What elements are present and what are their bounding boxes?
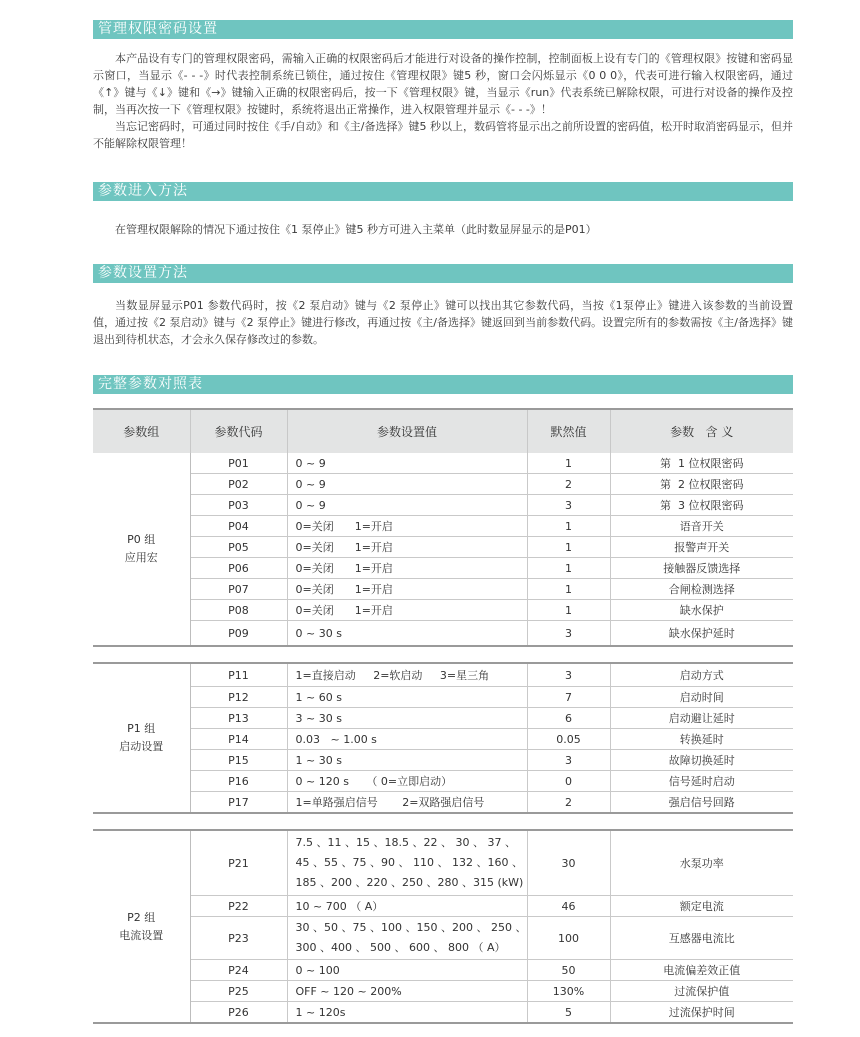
value-cell: 1 ~ 30 s <box>287 750 527 771</box>
paragraph: 当数显屏显示P01 参数代码时，按《2 泵启动》键与《2 泵停止》键可以找出其它参数代码，当按《1泵停止》键进入该参数的当前设置值，通过按《2 泵启动》键与《2 泵停止》键进行修改，再通过按《主/备选择》键返回到当前参数代码。设置完所有的参数需按《主/备选择》键退出到待机状态，才会永久保存修改过的参数。 <box>93 299 793 346</box>
table-row <box>93 600 793 621</box>
code-cell: P22 <box>190 896 287 917</box>
table-row <box>93 621 793 647</box>
value-cell: 1 ~ 120s <box>287 1002 527 1024</box>
table-row <box>93 579 793 600</box>
meaning-cell: 第 1 位权限密码 <box>610 453 793 474</box>
default-cell: 3 <box>527 495 610 516</box>
default-cell: 1 <box>527 537 610 558</box>
value-cell: 3 ~ 30 s <box>287 708 527 729</box>
table-row <box>93 1002 793 1024</box>
meaning-cell: 接触器反馈选择 <box>610 558 793 579</box>
value-cell: 10 ~ 700 （ A） <box>287 896 527 917</box>
code-cell: P03 <box>190 495 287 516</box>
meaning-cell: 互感器电流比 <box>610 917 793 960</box>
value-line: 30 、50 、75 、100 、150 、200 、 250 、 <box>295 921 527 934</box>
parameter-table <box>93 408 793 1024</box>
value-cell: 0 ~ 120 s （ 0=立即启动） <box>287 771 527 792</box>
value-cell: 0.03 ~ 1.00 s <box>287 729 527 750</box>
meaning-cell: 过流保护时间 <box>610 1002 793 1024</box>
group-cell-p1 <box>93 663 190 813</box>
value-cell: 0=关闭 1=开启 <box>287 579 527 600</box>
value-cell: 0 ~ 30 s <box>287 621 527 647</box>
default-cell: 130% <box>527 981 610 1002</box>
value-cell: 0=关闭 1=开启 <box>287 558 527 579</box>
value-cell: 0 ~ 100 <box>287 960 527 981</box>
default-cell: 3 <box>527 621 610 647</box>
value-cell: 0 ~ 9 <box>287 495 527 516</box>
table-row <box>93 960 793 981</box>
code-cell: P23 <box>190 917 287 960</box>
meaning-cell: 信号延时启动 <box>610 771 793 792</box>
value-cell <box>287 830 527 896</box>
meaning-cell: 过流保护值 <box>610 981 793 1002</box>
table-row <box>93 896 793 917</box>
default-cell: 3 <box>527 750 610 771</box>
header-value: 参数设置值 <box>287 409 527 453</box>
section-header-password <box>93 20 793 39</box>
code-cell: P02 <box>190 474 287 495</box>
table-row <box>93 729 793 750</box>
default-cell: 46 <box>527 896 610 917</box>
code-cell: P16 <box>190 771 287 792</box>
value-cell: 1=单路强启信号 2=双路强启信号 <box>287 792 527 814</box>
group-label: 启动设置 <box>119 740 164 753</box>
group-spacer <box>93 646 793 663</box>
code-cell: P07 <box>190 579 287 600</box>
default-cell: 1 <box>527 453 610 474</box>
header-group: 参数组 <box>93 409 190 453</box>
table-row <box>93 771 793 792</box>
code-cell: P17 <box>190 792 287 814</box>
default-cell: 1 <box>527 600 610 621</box>
paragraph: 本产品设有专门的管理权限密码，需输入正确的权限密码后才能进行对设备的操作控制，控制面板上设有专门的《管理权限》按键和密码显示窗口，当显示《- - -》时代表控制系统已锁住，通过按住《管理权限》键5 秒，窗口会闪烁显示《0 0 0》，代表可进行输入权限密码，通过《↑》键与《↓》键和《→》键输入正确的权限密码后，按一下《管理权限》键，当显示《run》代表系统已解除权限，可进行对设备的操作及控制，当再次按一下《管理权限》按键时，系统将退出正常操作，进入权限管理并显示《- - -》！ <box>93 52 793 116</box>
header-default: 默然值 <box>527 409 610 453</box>
code-cell: P08 <box>190 600 287 621</box>
table-row <box>93 917 793 960</box>
paragraph: 在管理权限解除的情况下通过按住《1 泵停止》键5 秒方可进入主菜单（此时数显屏显示的是P01） <box>115 223 597 236</box>
value-line: 7.5 、11 、15 、18.5 、22 、 30 、 37 、 <box>295 836 516 849</box>
meaning-cell: 第 2 位权限密码 <box>610 474 793 495</box>
group-name: P1 组 <box>127 722 156 735</box>
meaning-cell: 水泵功率 <box>610 830 793 896</box>
default-cell: 5 <box>527 1002 610 1024</box>
table-row <box>93 453 793 474</box>
code-cell: P21 <box>190 830 287 896</box>
meaning-cell: 电流偏差效正值 <box>610 960 793 981</box>
table-row <box>93 558 793 579</box>
group-cell-p0 <box>93 453 190 646</box>
default-cell: 2 <box>527 792 610 814</box>
default-cell: 6 <box>527 708 610 729</box>
value-cell: OFF ~ 120 ~ 200% <box>287 981 527 1002</box>
meaning-cell: 第 3 位权限密码 <box>610 495 793 516</box>
value-cell: 0=关闭 1=开启 <box>287 516 527 537</box>
group-spacer <box>93 813 793 830</box>
section-header-enter-params <box>93 182 793 201</box>
table-row <box>93 830 793 896</box>
paragraph: 当忘记密码时，可通过同时按住《手/自动》和《主/备选择》键5 秒以上，数码管将显示出之前所设置的密码值，松开时取消密码显示，但并不能解除权限管理！ <box>93 120 793 150</box>
table-row <box>93 516 793 537</box>
value-cell: 1 ~ 60 s <box>287 687 527 708</box>
default-cell: 30 <box>527 830 610 896</box>
default-cell: 1 <box>527 579 610 600</box>
code-cell: P26 <box>190 1002 287 1024</box>
meaning-cell: 启动避让延时 <box>610 708 793 729</box>
group-label: 电流设置 <box>119 928 164 942</box>
value-line: 45 、55 、75 、90 、 110 、 132 、160 、 <box>295 856 523 869</box>
section-title: 管理权限密码设置 <box>98 21 218 37</box>
meaning-cell: 转换延时 <box>610 729 793 750</box>
value-line: 300 、400 、 500 、 600 、 800 （ A） <box>295 941 506 954</box>
value-cell: 0=关闭 1=开启 <box>287 600 527 621</box>
code-cell: P11 <box>190 663 287 687</box>
code-cell: P09 <box>190 621 287 647</box>
group-cell-p2 <box>93 830 190 1023</box>
section-title: 完整参数对照表 <box>98 376 203 392</box>
default-cell: 0.05 <box>527 729 610 750</box>
enter-params-description <box>93 221 793 238</box>
value-cell: 1=直接启动 2=软启动 3=星三角 <box>287 663 527 687</box>
header-meaning: 参数 含 义 <box>610 409 793 453</box>
table-row <box>93 663 793 687</box>
table-row <box>93 537 793 558</box>
meaning-cell: 启动时间 <box>610 687 793 708</box>
value-cell <box>287 917 527 960</box>
section-header-param-table <box>93 375 793 394</box>
value-cell: 0=关闭 1=开启 <box>287 537 527 558</box>
default-cell: 1 <box>527 558 610 579</box>
code-cell: P25 <box>190 981 287 1002</box>
meaning-cell: 额定电流 <box>610 896 793 917</box>
code-cell: P06 <box>190 558 287 579</box>
section-header-set-params <box>93 264 793 283</box>
meaning-cell: 启动方式 <box>610 663 793 687</box>
default-cell: 3 <box>527 663 610 687</box>
code-cell: P13 <box>190 708 287 729</box>
code-cell: P15 <box>190 750 287 771</box>
code-cell: P05 <box>190 537 287 558</box>
header-code: 参数代码 <box>190 409 287 453</box>
group-label: 应用宏 <box>124 551 158 564</box>
section-title: 参数进入方法 <box>98 183 188 199</box>
value-line: 185 、200 、220 、250 、280 、315 (kW) <box>295 876 524 889</box>
code-cell: P04 <box>190 516 287 537</box>
value-cell: 0 ~ 9 <box>287 474 527 495</box>
default-cell: 100 <box>527 917 610 960</box>
meaning-cell: 缺水保护延时 <box>610 621 793 647</box>
table-row <box>93 474 793 495</box>
code-cell: P24 <box>190 960 287 981</box>
group-name: P2 组 <box>127 910 156 924</box>
meaning-cell: 合闸检测选择 <box>610 579 793 600</box>
meaning-cell: 故障切换延时 <box>610 750 793 771</box>
code-cell: P12 <box>190 687 287 708</box>
table-row <box>93 750 793 771</box>
meaning-cell: 报警声开关 <box>610 537 793 558</box>
default-cell: 50 <box>527 960 610 981</box>
value-cell: 0 ~ 9 <box>287 453 527 474</box>
default-cell: 0 <box>527 771 610 792</box>
table-row <box>93 495 793 516</box>
group-name: P0 组 <box>127 533 156 546</box>
code-cell: P01 <box>190 453 287 474</box>
meaning-cell: 缺水保护 <box>610 600 793 621</box>
code-cell: P14 <box>190 729 287 750</box>
table-row <box>93 792 793 814</box>
table-header-row <box>93 409 793 453</box>
set-params-description <box>93 297 793 348</box>
meaning-cell: 强启信号回路 <box>610 792 793 814</box>
default-cell: 7 <box>527 687 610 708</box>
table-row <box>93 708 793 729</box>
password-description <box>93 50 793 152</box>
default-cell: 1 <box>527 516 610 537</box>
table-row <box>93 687 793 708</box>
table-row <box>93 981 793 1002</box>
section-title: 参数设置方法 <box>98 265 188 281</box>
meaning-cell: 语音开关 <box>610 516 793 537</box>
default-cell: 2 <box>527 474 610 495</box>
